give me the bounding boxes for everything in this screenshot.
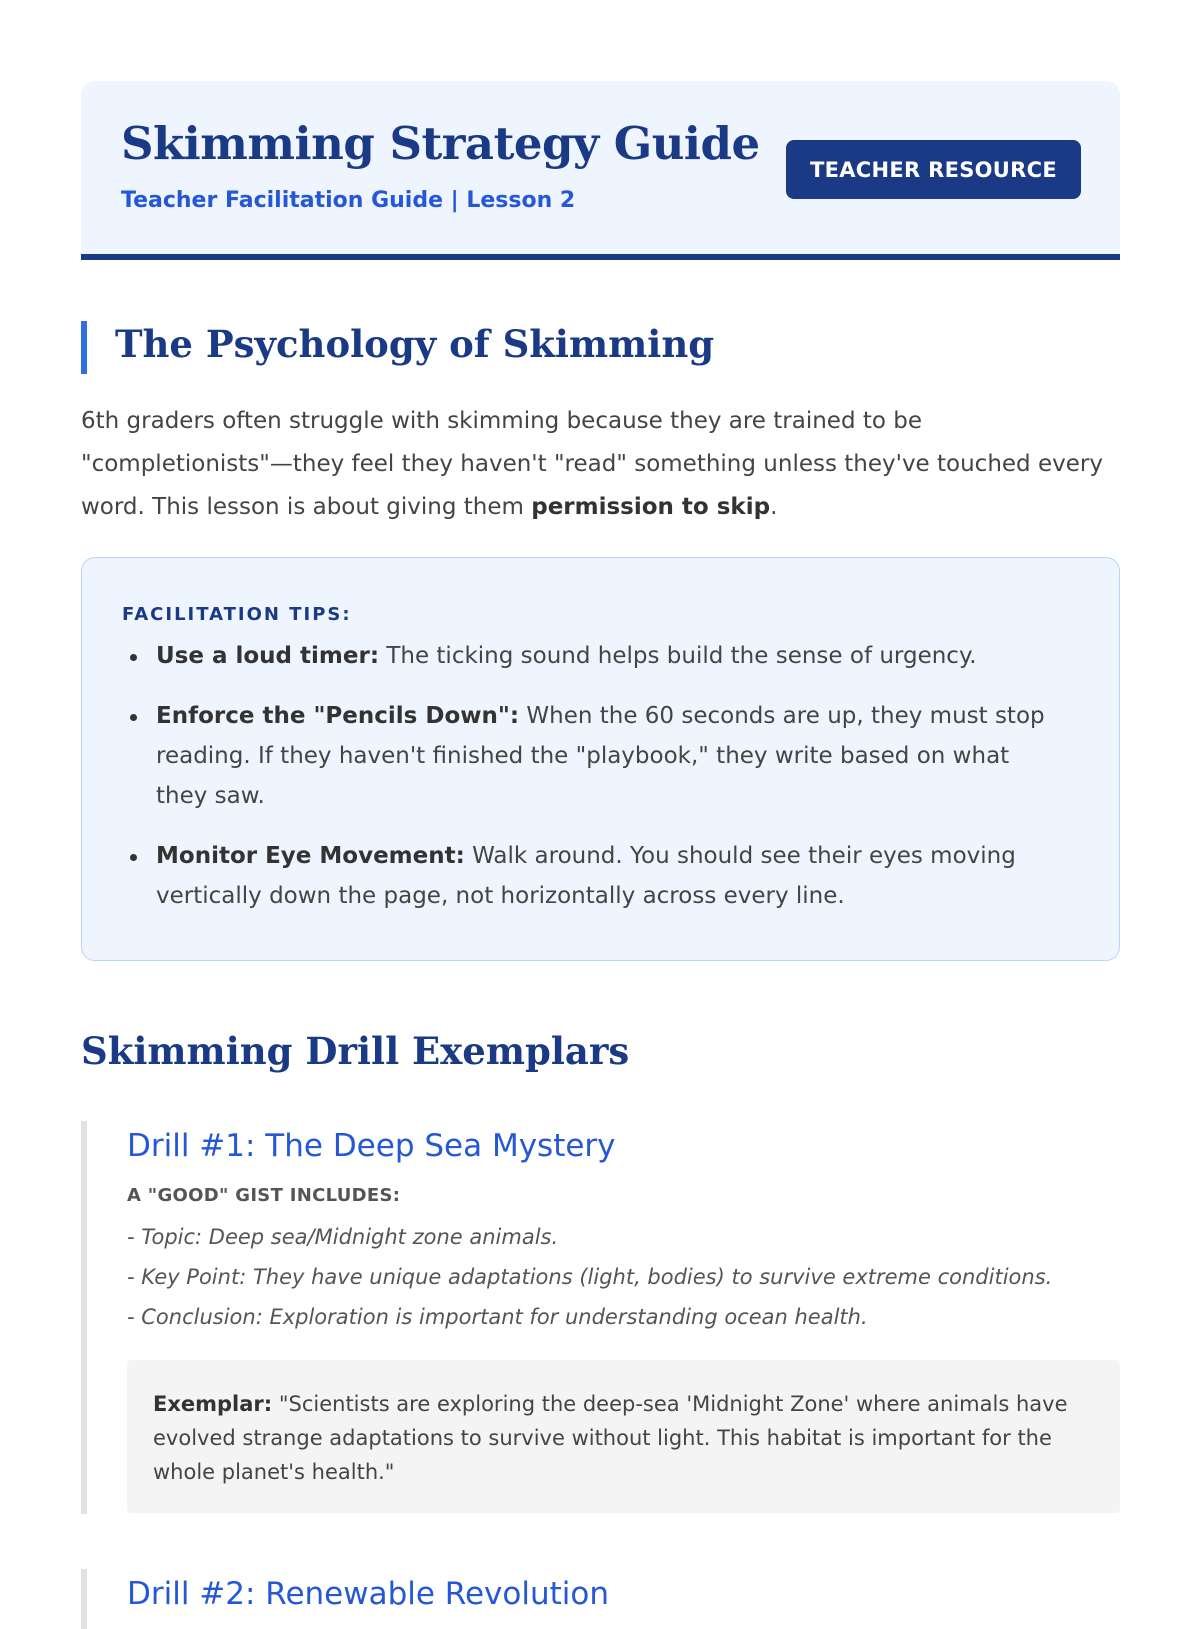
gist-item: - Topic: Deep sea/Midnight zone animals.: [127, 1225, 559, 1249]
intro-end: .: [770, 494, 778, 520]
drill-card: [81, 1569, 1120, 1629]
facilitation-tips-box: [81, 557, 1120, 961]
section-title-exemplars: Skimming Drill Exemplars: [81, 1029, 630, 1073]
intro-paragraph: [81, 400, 1120, 529]
gist-list: [127, 1217, 1052, 1337]
tip-title: Monitor Eye Movement:: [156, 843, 465, 869]
page-title: Skimming Strategy Guide: [121, 117, 760, 170]
page-header: [81, 81, 1120, 260]
tip-title: Use a loud timer:: [156, 643, 380, 669]
drill-title: Drill #2: Renewable Revolution: [127, 1576, 609, 1612]
teacher-resource-badge: TEACHER RESOURCE: [786, 140, 1081, 199]
tip-title: Enforce the "Pencils Down":: [156, 703, 520, 729]
tip-item: [122, 636, 1052, 676]
tip-text: Walk around. You should see their eyes moving vertically down the page, not horizontally across every line.: [156, 843, 1016, 909]
exemplar-box: [127, 1360, 1120, 1513]
intro-text: 6th graders often struggle with skimming because they are trained to be "completionists"—they feel they haven't "read" something unless they've touched every word. This lesson is about giving them: [81, 408, 1103, 520]
intro-emphasis: permission to skip: [531, 494, 771, 520]
tips-label: FACILITATION TIPS:: [122, 604, 352, 625]
tip-text: When the 60 seconds are up, they must stop reading. If they haven't finished the "playbook," they write based on what they saw.: [156, 703, 1045, 809]
tips-list: [122, 636, 1052, 936]
exemplar-text: "Scientists are exploring the deep-sea 'Midnight Zone' where animals have evolved strange adaptations to survive without light. This habitat is important for the whole planet's health.": [153, 1392, 1068, 1484]
drill-title: Drill #1: The Deep Sea Mystery: [127, 1128, 616, 1164]
section-title-psychology: The Psychology of Skimming: [115, 322, 715, 366]
tip-item: [122, 696, 1052, 816]
gist-item: - Key Point: They have unique adaptations (light, bodies) to survive extreme conditions.: [127, 1265, 1053, 1289]
gist-label: A "GOOD" GIST INCLUDES:: [127, 1185, 401, 1206]
tip-item: [122, 836, 1052, 916]
exemplar-label: Exemplar:: [153, 1392, 273, 1416]
section-accent-bar: [81, 321, 87, 374]
tip-text: The ticking sound helps build the sense of urgency.: [379, 643, 977, 669]
gist-item: - Conclusion: Exploration is important for understanding ocean health.: [127, 1305, 868, 1329]
page-subtitle: Teacher Facilitation Guide | Lesson 2: [121, 188, 576, 213]
drill-card: [81, 1121, 1120, 1514]
